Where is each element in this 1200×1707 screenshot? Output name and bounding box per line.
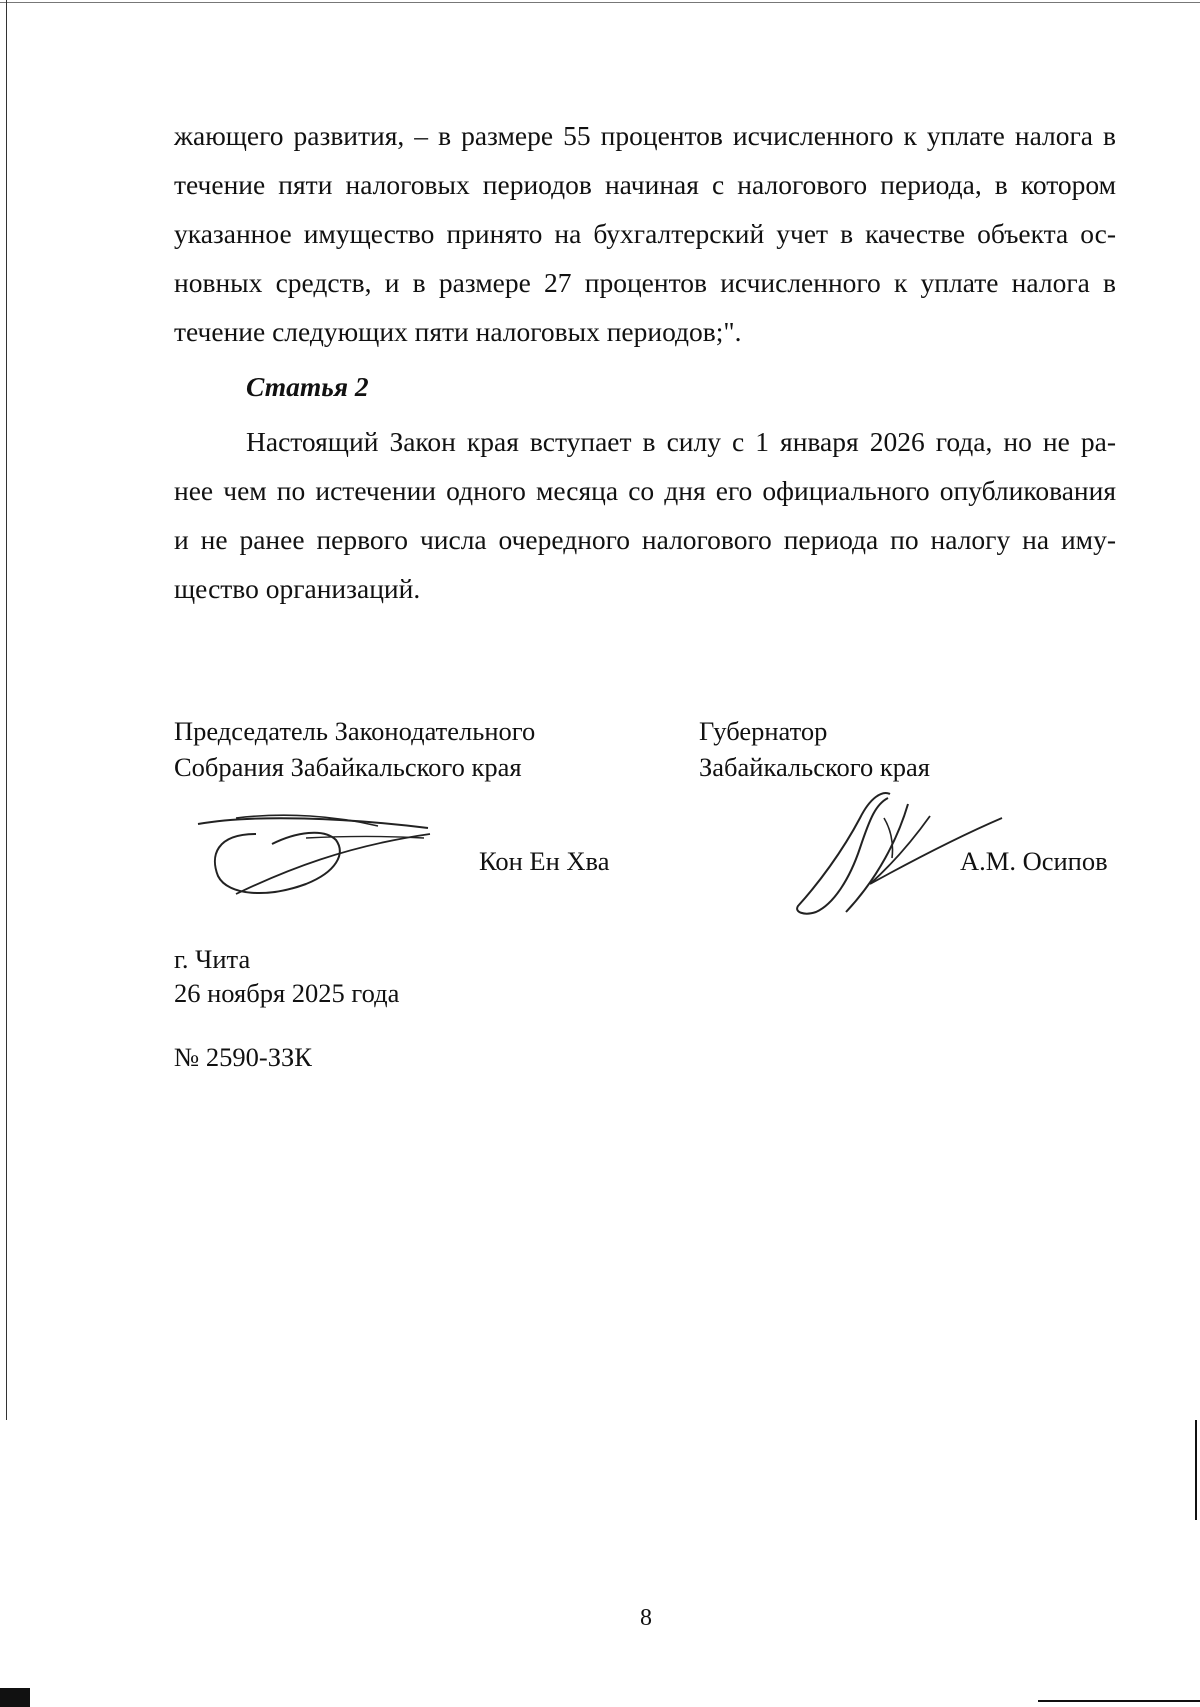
scan-border-top [0, 2, 1200, 3]
scan-mark-corner [0, 1688, 30, 1707]
left-signatory-title-2: Собрания Забайкальского края [174, 752, 522, 782]
left-signature-icon [196, 810, 436, 910]
left-signatory-title-1: Председатель Законодательного [174, 716, 536, 746]
page-number: 8 [640, 1605, 652, 1631]
date: 26 ноября 2025 года [174, 978, 400, 1008]
article-heading: Статья 2 [246, 371, 369, 402]
right-signatory-title-2: Забайкальского края [699, 752, 930, 782]
left-signatory-name: Кон Ен Хва [479, 846, 610, 876]
scan-line-bottom [1038, 1700, 1200, 1702]
right-signatory-name: А.М. Осипов [960, 846, 1108, 876]
paragraph-article-2 [174, 417, 1116, 613]
paragraph-continuation [174, 111, 1116, 356]
right-signatory-title-1: Губернатор [699, 716, 828, 746]
text-line: течение пяти налоговых периодов начиная с налогового периода, в котором [174, 169, 1116, 200]
text-line: нее чем по истечении одного месяца со дня его официального опубликования [174, 475, 1116, 506]
document-number: № 2590-ЗЗК [174, 1042, 312, 1072]
text-line: новных средств, и в размере 27 процентов исчисленного к уплате налога в [174, 267, 1116, 298]
text-line: жающего развития, – в размере 55 процентов исчисленного к уплате налога в [174, 120, 1116, 151]
text-line: и не ранее первого числа очередного налогового периода по налогу на иму- [174, 524, 1116, 555]
text-line: Настоящий Закон края вступает в силу с 1 января 2026 года, но не ра- [246, 426, 1116, 457]
text-line: щество организаций. [174, 573, 421, 604]
city: г. Чита [174, 944, 251, 974]
scan-mark-right [1195, 1420, 1197, 1520]
text-line: указанное имущество принято на бухгалтерский учет в качестве объекта ос- [174, 218, 1116, 249]
text-line: течение следующих пяти налоговых периодов;". [174, 316, 742, 347]
scan-border-left [6, 0, 7, 1420]
